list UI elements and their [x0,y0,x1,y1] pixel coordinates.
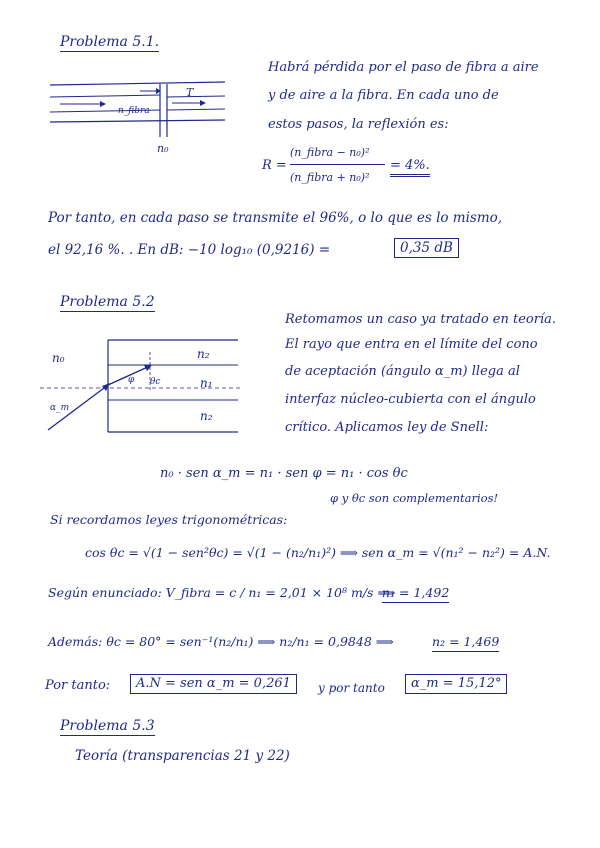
p52-trig-intro: Si recordamos leyes trigonométricas: [50,512,288,527]
p52-text-line3: de aceptación (ángulo α_m) llega al [285,364,520,379]
p52-final-mid: y por tanto [318,681,385,695]
p51-formula-lhs: R = [262,158,287,173]
p52-enunciado-line: Según enunciado: V_fibra = c / n₁ = 2,01 × 10⁸ m/s ⟹ [48,585,396,600]
p52-n1-result: n₁ = 1,492 [382,585,449,603]
p52-final-prefix: Por tanto: [45,678,111,693]
fig2-label-n2-bottom: n₂ [200,409,213,423]
p51-formula-rhs: = 4%. [390,158,430,177]
p52-trig-equation: cos θc = √(1 − sen²θc) = √(1 − (n₂/n₁)²) ⟹ sen α_m = √(n₁² − n₂²) = A.N. [85,545,551,560]
p52-n2-result: n₂ = 1,469 [432,634,499,652]
fig2-label-theta: θc [150,377,161,387]
fig-label-T: T [186,86,194,99]
p51-formula-num: (n_fibra − n₀)² [290,146,370,159]
p52-text-line2: El rayo que entra en el límite del cono [285,337,538,352]
p51-conclusion-line2: el 92,16 %. . En dB: −10 log₁₀ (0,9216) = [48,242,331,258]
p51-conclusion-line1: Por tanto, en cada paso se transmite el 96%, o lo que es lo mismo, [48,210,503,226]
fig2-label-n2-top: n₂ [197,347,210,361]
p51-text-line2: y de aire a la fibra. En cada uno de [268,88,499,103]
p52-text-line4: interfaz núcleo-cubierta con el ángulo [285,392,536,407]
fig2-label-n0: n₀ [52,351,65,365]
fig2-label-n1: n₁ [200,376,213,390]
p52-final-box-an: A.N = sen α_m = 0,261 [130,674,297,694]
p51-text-line3: estos pasos, la reflexión es: [268,117,449,132]
p51-formula-den: (n_fibra + n₀)² [290,171,370,184]
p52-final-box-angle: α_m = 15,12° [405,674,507,694]
p52-text-line1: Retomamos un caso ya tratado en teoría. [285,312,556,327]
fig-label-nfibra: n_fibra [118,106,150,116]
fig2-label-phi: φ [128,375,135,385]
p53-text: Teoría (transparencias 21 y 22) [75,748,290,764]
problem-5-3-title: Problema 5.3 [60,718,155,734]
problem-5-1-title: Problema 5.1. [60,34,160,50]
p52-ademas-line: Además: θc = 80° = sen⁻¹(n₂/n₁) ⟹ n₂/n₁ = 0,9848 ⟹ [48,634,394,649]
problem-5-2-title: Problema 5.2 [60,294,155,310]
fraction-bar [290,164,385,165]
fig2-label-am: α_m [50,403,70,413]
fig-label-n0: n₀ [157,142,169,155]
p51-result-box: 0,35 dB [394,238,459,258]
p52-text-line5: crítico. Aplicamos ley de Snell: [285,420,489,435]
p52-snell-note: φ y θc son complementarios! [330,491,499,505]
p51-text-line1: Habrá pérdida por el paso de fibra a aire [268,60,539,75]
p52-snell-equation: n₀ · sen α_m = n₁ · sen φ = n₁ · cos θc [160,466,408,481]
